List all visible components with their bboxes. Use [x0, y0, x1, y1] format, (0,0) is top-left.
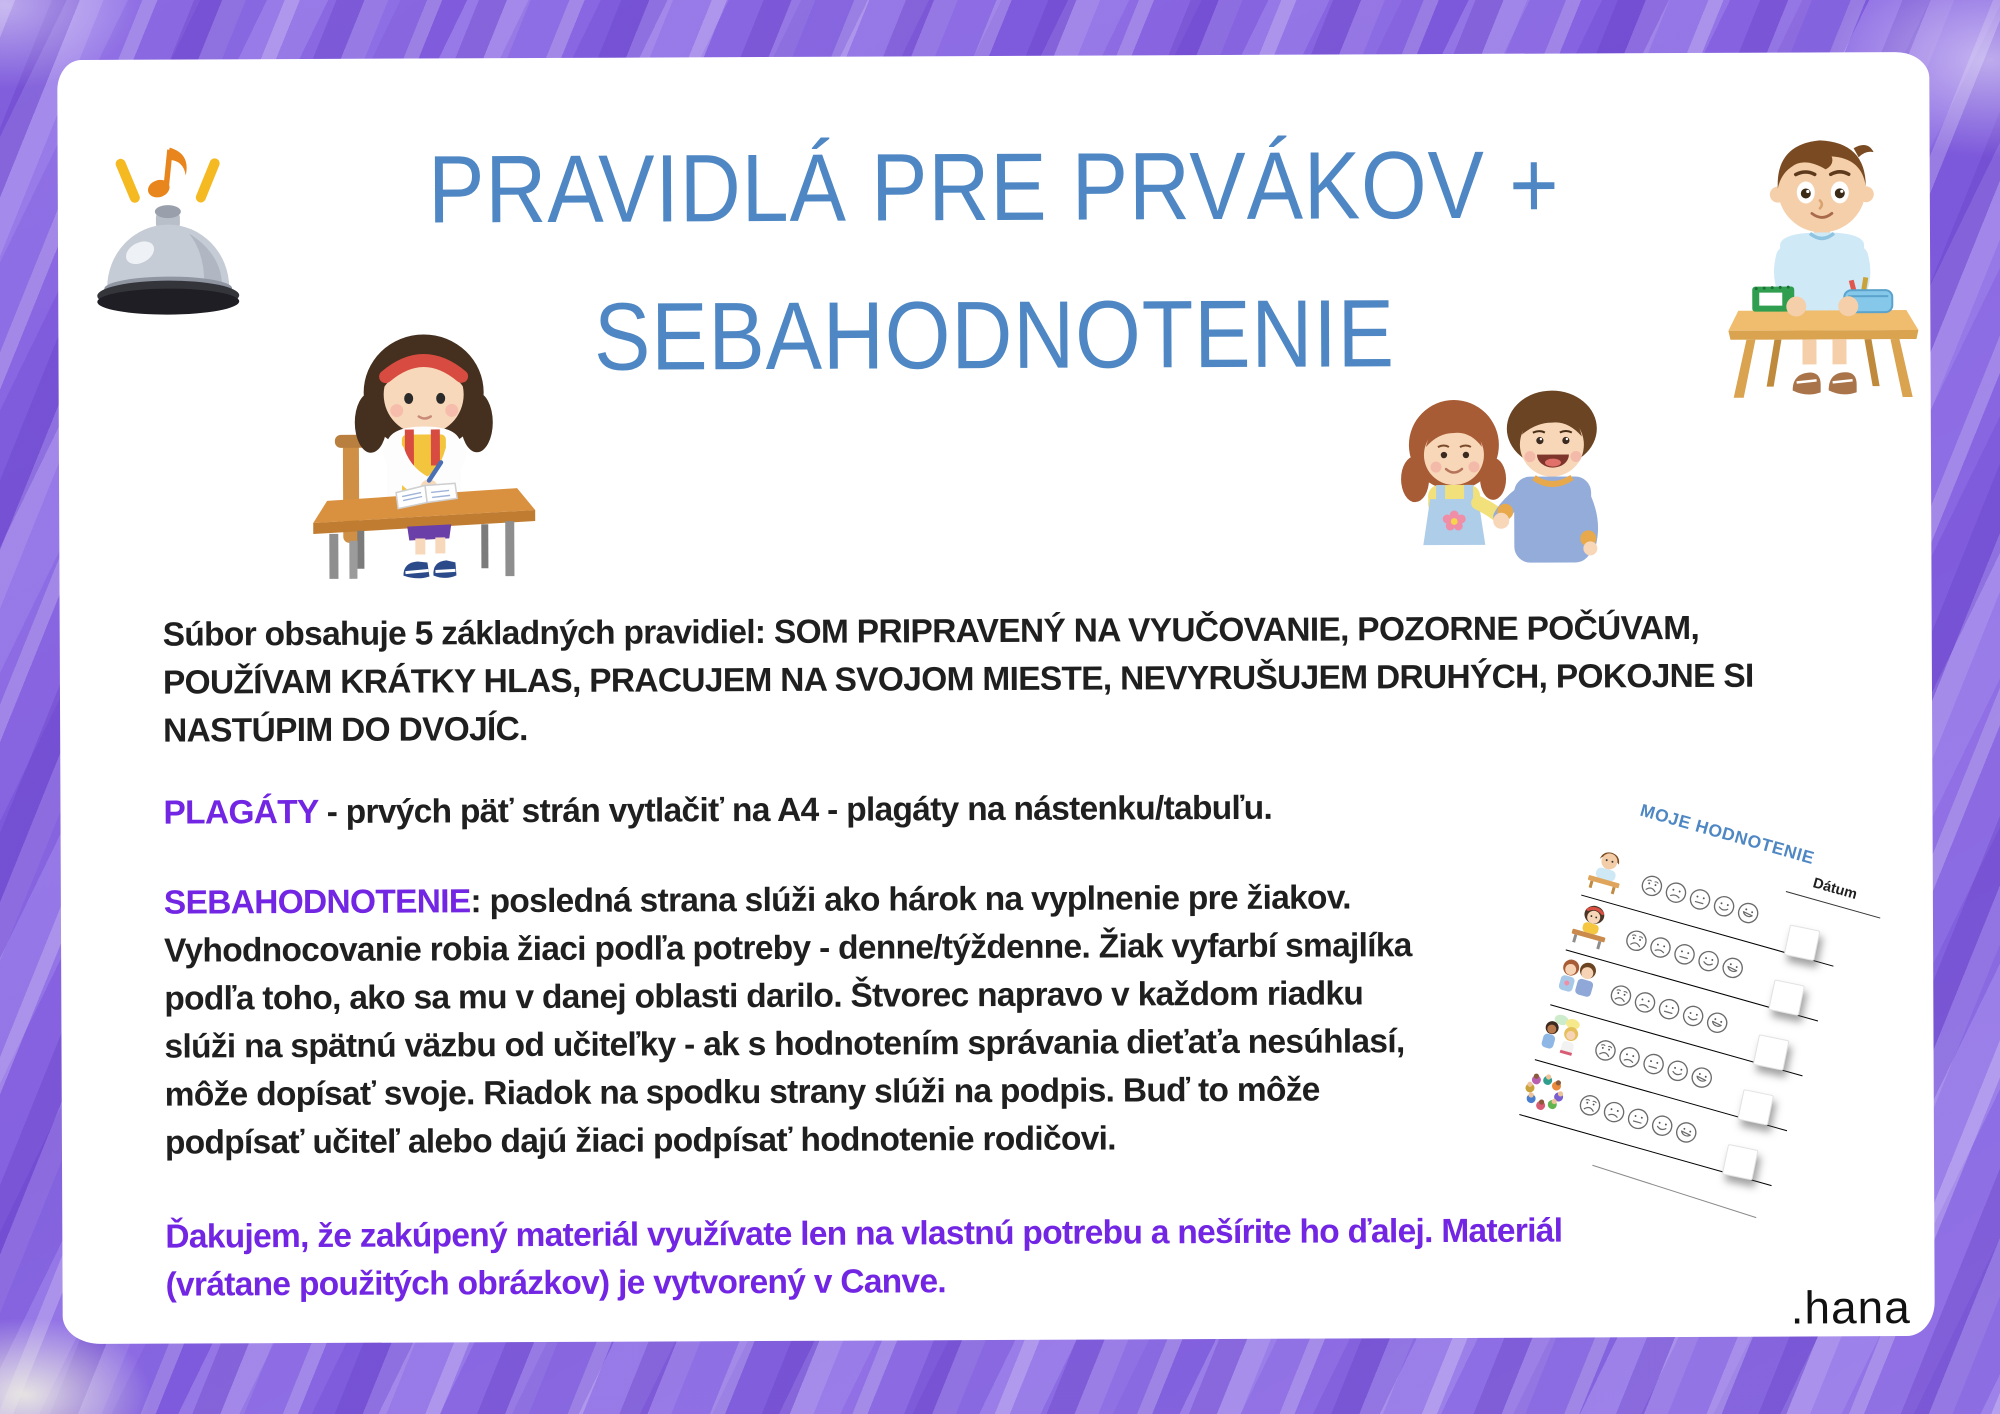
smiley-very-sad-icon [1591, 1036, 1619, 1064]
smiley-happy-icon [1663, 1057, 1691, 1085]
boy-at-desk-illustration [1715, 114, 1931, 400]
sebahodnotenie-line [164, 874, 1412, 927]
girl-at-desk-illustration [298, 292, 544, 583]
smiley-sad-icon [1615, 1043, 1643, 1071]
sebahodnotenie-line: slúži na spätnú väzbu od učiteľky - ak s hodnotením správania dieťaťa nesúhlasí, [164, 1023, 1405, 1066]
author-signature: .hana [1790, 1281, 1911, 1334]
smiley-sad-icon [1631, 988, 1659, 1016]
sebahodnotenie-line: môže dopísať svoje. Riadok na spodku strany slúži na podpis. Buď to môže [164, 1071, 1320, 1114]
kids-holding-hands-illustration [1384, 382, 1620, 578]
smiley-neutral-icon [1655, 995, 1683, 1023]
smiley-very-sad-icon [1622, 927, 1650, 955]
sebahodnotenie-line: Vyhodnocovanie robia žiaci podľa potreby - denne/týždenne. Žiak vyfarbí smajlíka [164, 927, 1412, 970]
smiley-sad-icon [1600, 1098, 1628, 1126]
intro-line: NASTÚPIM DO DVOJÍC. [163, 711, 528, 750]
smiley-neutral-icon [1624, 1105, 1652, 1133]
worksheet-row-icon-girl-at-desk [1564, 898, 1618, 952]
plagaty-text: - prvých päť strán vytlačiť na A4 - plagáty na nástenku/tabuľu. [317, 789, 1273, 831]
smiley-neutral-icon [1686, 885, 1714, 913]
thanks-paragraph [165, 1208, 1562, 1310]
smiley-sad-icon [1646, 933, 1674, 961]
content-card [57, 52, 1935, 1344]
smiley-grin-icon [1734, 899, 1762, 927]
sebahodnotenie-line: podľa toho, ako sa mu v danej oblasti darilo. Štvorec napravo v každom riadku [164, 975, 1364, 1018]
smiley-happy-icon [1648, 1111, 1676, 1139]
worksheet-date-label: Dátum [1811, 875, 1859, 904]
intro-line: Súbor obsahuje 5 základných pravidiel: SOM PRIPRAVENÝ NA VYUČOVANIE, POZORNE POČÚVAM, [162, 609, 1700, 654]
intro-line: POUŽÍVAM KRÁTKY HLAS, PRACUJEM NA SVOJOM MIESTE, NEVYRUŠUJEM DRUHÝCH, POKOJNE SI [162, 657, 1754, 702]
worksheet-checkbox [1722, 1144, 1759, 1181]
smiley-sad-icon [1662, 878, 1690, 906]
smiley-neutral-icon [1670, 940, 1698, 968]
plagaty-label: PLAGÁTY [163, 793, 319, 832]
worksheet-row-icon-kids-circle [1518, 1063, 1572, 1117]
smiley-grin-icon [1703, 1009, 1731, 1037]
smiley-grin-icon [1718, 954, 1746, 982]
sebahodnotenie-first-line: : posledná strana slúži ako hárok na vyplnenie pre žiakov. [470, 879, 1351, 921]
smiley-very-sad-icon [1607, 981, 1635, 1009]
page-title-line2: SEBAHODNOTENIE [593, 280, 1396, 391]
worksheet-row-icon-kids-talking [1533, 1008, 1587, 1062]
plagaty-paragraph [163, 785, 1272, 838]
smiley-happy-icon [1694, 947, 1722, 975]
sebahodnotenie-paragraph [164, 874, 1413, 1167]
smiley-happy-icon [1710, 892, 1738, 920]
thanks-line: Ďakujem, že zakúpený materiál využívate len na vlastnú potrebu a nešírite ho ďalej. Materiál [165, 1212, 1563, 1256]
sebahodnotenie-label: SEBAHODNOTENIE [163, 883, 471, 922]
worksheet-title: MOJE HODNOTENIE [1638, 799, 1817, 869]
sebahodnotenie-line: podpísať učiteľ alebo dajú žiaci podpísať hodnotenie rodičovi. [164, 1120, 1116, 1162]
worksheet-preview [1505, 791, 1900, 1248]
smiley-very-sad-icon [1638, 872, 1666, 900]
worksheet-row-icon-boy-at-desk [1580, 843, 1634, 897]
thanks-line: (vrátane použitých obrázkov) je vytvorený v Canve. [165, 1263, 947, 1304]
smiley-grin-icon [1672, 1118, 1700, 1146]
smiley-happy-icon [1679, 1002, 1707, 1030]
page-title-line1: PRAVIDLÁ PRE PRVÁKOV + [427, 131, 1560, 244]
smiley-very-sad-icon [1576, 1091, 1604, 1119]
worksheet-row-icon-kids-holding-hands [1549, 953, 1603, 1007]
smiley-grin-icon [1688, 1063, 1716, 1091]
smiley-neutral-icon [1639, 1050, 1667, 1078]
intro-paragraph [163, 605, 1754, 756]
worksheet-rows [1519, 841, 1849, 1186]
